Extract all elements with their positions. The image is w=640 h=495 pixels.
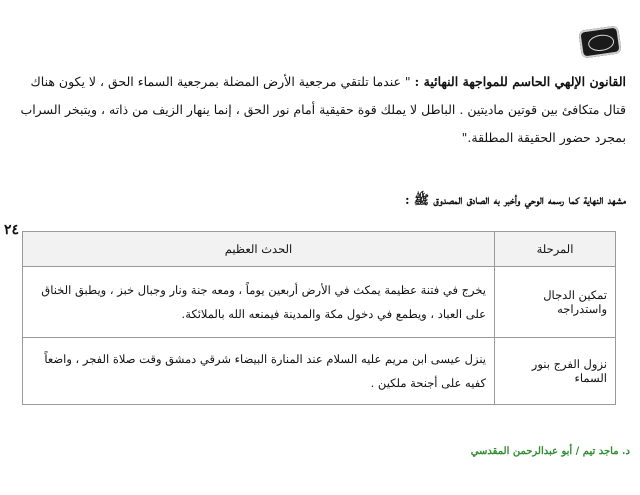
table-row [23, 338, 616, 405]
intro-paragraph [18, 68, 626, 152]
table-row [23, 267, 616, 338]
header-stage: المرحلة [495, 232, 616, 267]
intro-body: " عندما تلتقي مرجعية الأرض المضلة بمرجعية السماء الحق ، لا يكون هناك قتال متكافئ بين قوتين ماديتين . الباطل لا يملك قوة حقيقية أمام نور الحق ، إنما ينهار الزيف من ذاته ، ويتبخر السراب بمجرد حضور الحقيقة المطلقة." [20, 74, 626, 145]
emblem-logo-icon [578, 25, 622, 58]
event-cell: يخرج في فتنة عظيمة يمكث في الأرض أربعين يوماً ، ومعه جنة ونار وجبال خبز ، ويطبق الخناق على العباد ، ويطمع في دخول مكة والمدينة فيمنعه الله بالملائكة. [23, 267, 495, 338]
stage-cell: تمكين الدجال واستدراجه [495, 267, 616, 338]
stage-cell: نزول الفرج بنور السماء [495, 338, 616, 405]
events-table [22, 231, 616, 405]
table-header-row [23, 232, 616, 267]
event-cell: ينزل عيسى ابن مريم عليه السلام عند المنارة البيضاء شرقي دمشق وقت صلاة الفجر ، واضعاً كفيه على أجنحة ملكين . [23, 338, 495, 405]
author-signature: د. ماجد تيم / أبو عبدالرحمن المقدسي [470, 446, 630, 457]
intro-lead: القانون الإلهي الحاسم للمواجهة النهائية : [414, 74, 626, 89]
page-number: ٢٤ [4, 222, 20, 238]
section-title: مشهد النهاية كما رسمه الوحي وأخبر به الصادق المصدوق ﷺ : [404, 192, 626, 207]
header-event: الحدث العظيم [23, 232, 495, 267]
